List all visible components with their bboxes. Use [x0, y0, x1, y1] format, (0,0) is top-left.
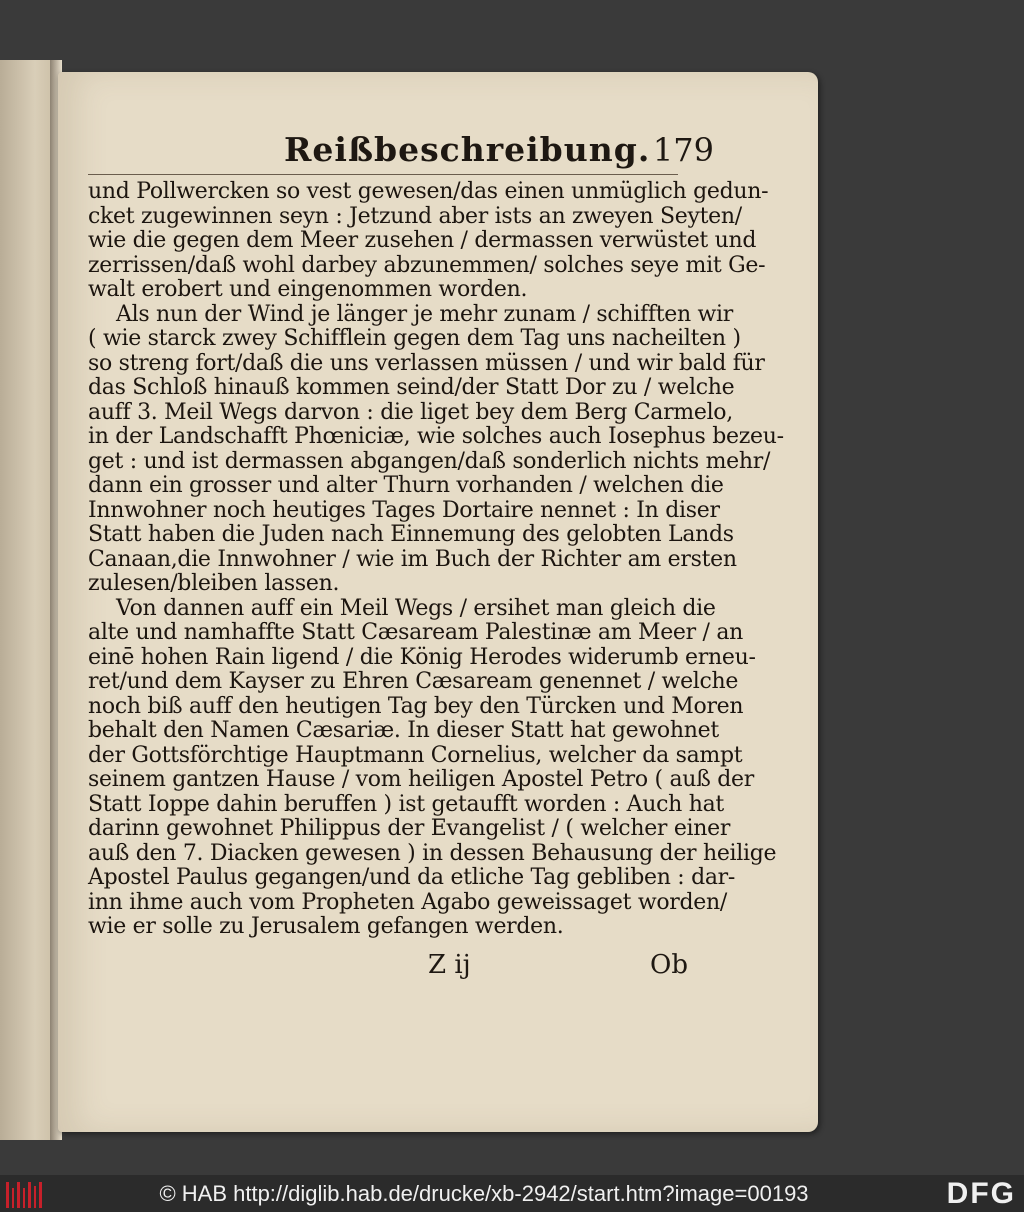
text-line: in der Landschafft Phœniciæ, wie solches auch Iosephus bezeu- [88, 424, 784, 449]
text-line: get : und ist dermassen abgangen/daß sonderlich nichts mehr/ [88, 448, 771, 474]
dfg-logo: DFG [946, 1176, 1016, 1210]
text-line: ( wie starck zwey Schifflein gegen dem Tag uns nacheilten ) [88, 326, 741, 351]
text-line: der Gottsförchtige Hauptmann Cornelius, welcher da sampt [88, 742, 743, 768]
text-line: auff 3. Meil Wegs darvon : die liget bey dem Berg Carmelo, [88, 399, 733, 425]
text-line: darinn gewohnet Philippus der Evangelist / ( welcher einer [88, 816, 731, 841]
text-line: dann ein grosser und alter Thurn vorhanden / welchen die [88, 473, 724, 498]
text-line: einē hohen Rain ligend / die König Herodes widerumb erneu- [88, 644, 756, 670]
book-page [58, 72, 818, 1132]
text-line: Statt Ioppe dahin beruffen ) ist getaufft worden : Auch hat [88, 791, 724, 817]
text-line: seinem gantzen Hause / vom heiligen Apostel Petro ( auß der [88, 767, 754, 792]
text-line: und Pollwercken so vest gewesen/das einen unmüglich gedun- [88, 179, 769, 204]
text-line: zerrissen/daß wohl darbey abzunemmen/ solches seye mit Ge- [88, 252, 766, 278]
text-line: das Schloß hinauß kommen seind/der Statt Dor zu / welche [88, 375, 735, 400]
text-line: auß den 7. Diacken gewesen ) in dessen Behausung der heilige [88, 840, 777, 866]
text-line: ret/und dem Kayser zu Ehren Cæsaream genennet / welche [88, 669, 739, 694]
text-line: Von dannen auff ein Meil Wegs / ersihet man gleich die [116, 595, 716, 621]
running-title: Reißbeschreibung. [284, 130, 651, 169]
footer-bar [0, 1175, 1024, 1212]
body-text [88, 179, 784, 940]
text-line: Apostel Paulus gegangen/und da etliche Tag gebliben : dar- [88, 865, 736, 890]
text-line: inn ihme auch vom Propheten Agabo geweissaget worden/ [88, 889, 728, 915]
text-line: wie die gegen dem Meer zusehen / dermassen verwüstet und [88, 228, 757, 253]
text-line: cket zugewinnen seyn : Jetzund aber ists an zweyen Seyten/ [88, 203, 742, 229]
text-line: Als nun der Wind je länger je mehr zunam / schifften wir [116, 301, 734, 327]
page-header [284, 130, 714, 174]
page-footer [88, 950, 688, 984]
header-rule [88, 174, 678, 175]
hab-logo-icon [6, 1180, 42, 1208]
catchword: Ob [650, 950, 688, 980]
text-line: zulesen/bleiben lassen. [88, 571, 340, 596]
text-line: wie er solle zu Jerusalem gefangen werden. [88, 914, 564, 939]
text-line: walt erobert und eingenommen worden. [88, 277, 528, 302]
text-line: alte und namhaffte Statt Cæsaream Palestinæ am Meer / an [88, 620, 744, 645]
left-page-edge [0, 60, 50, 1140]
text-line: so streng fort/daß die uns verlassen müssen / und wir bald für [88, 350, 765, 376]
text-line: noch biß auff den heutigen Tag bey den Türcken und Moren [88, 693, 744, 719]
text-line: Statt haben die Juden nach Einnemung des gelobten Lands [88, 522, 734, 547]
text-line: Innwohner noch heutiges Tages Dortaire nennet : In diser [88, 497, 720, 523]
signature-mark: Z ij [428, 950, 471, 980]
copyright-link[interactable]: © HAB http://diglib.hab.de/drucke/xb-2942/start.htm?image=00193 [159, 1180, 809, 1206]
page-number: 179 [652, 131, 714, 169]
text-line: behalt den Namen Cæsariæ. In dieser Statt hat gewohnet [88, 718, 719, 743]
text-line: Canaan,die Innwohner / wie im Buch der Richter am ersten [88, 546, 737, 572]
